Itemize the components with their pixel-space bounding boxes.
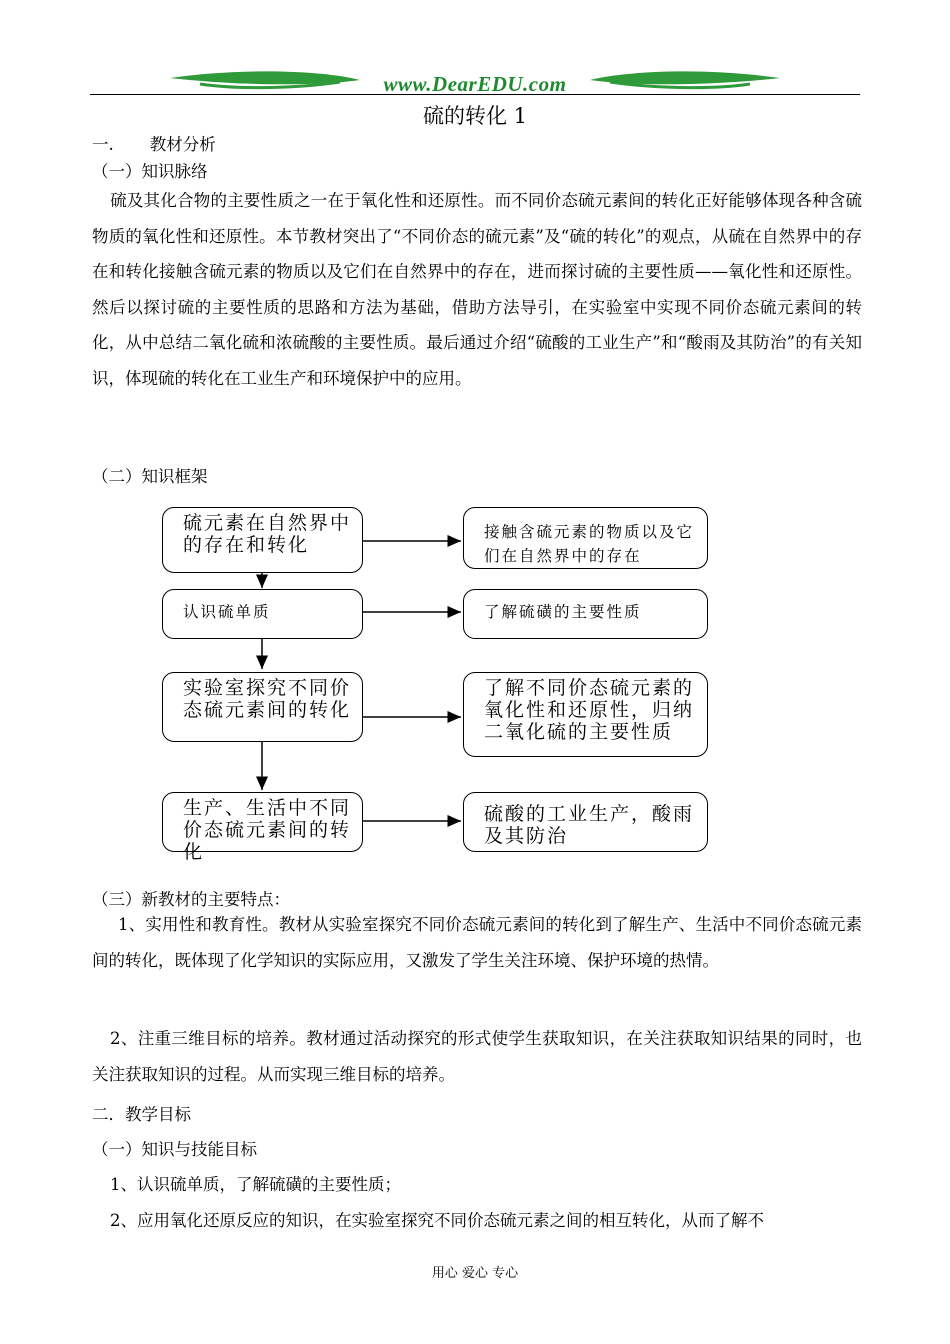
subsection-heading: （三）新教材的主要特点： [92, 890, 290, 909]
subsection-heading: （一）知识与技能目标 [92, 1140, 257, 1159]
flow-box-left: 认识硫单质 [162, 589, 363, 639]
flow-box-left: 生产、生活中不同价态硫元素间的转化 [162, 792, 363, 852]
paragraph [92, 1021, 862, 1092]
list-item: 2、应用氧化还原反应的知识，在实验室探究不同价态硫元素之间的相互转化，从而了解不 [110, 1211, 764, 1230]
section-heading-2: 二．教学目标 [92, 1105, 191, 1124]
flow-box-right: 硫酸的工业生产，酸雨及其防治 [463, 792, 708, 852]
flow-box-left: 硫元素在自然界中的存在和转化 [162, 507, 363, 573]
flow-box-right: 了解不同价态硫元素的氧化性和还原性，归纳二氧化硫的主要性质 [463, 672, 708, 757]
flow-box-right: 了解硫磺的主要性质 [463, 589, 708, 639]
section-title: 教材分析 [149, 135, 216, 154]
page-title: 硫的转化 1 [422, 104, 528, 128]
list-item: 1、认识硫单质，了解硫磺的主要性质； [110, 1175, 401, 1194]
paragraph-text: 硫及其化合物的主要性质之一在于氧化性和还原性。而不同价态硫元素间的转化正好能够体现各种含硫物质的氧化性和还原性。本节教材突出了“不同价态的硫元素”及“硫的转化”的观点，从硫在自然界中的存在和转化接触含硫元素的物质以及它们在自然界中的存在，进而探讨硫的主要性质——氧化性和还原性。然后以探讨硫的主要性质的思路和方法为基础，借助方法导引，在实验室中实现不同价态硫元素间的转化，从中总结二氧化硫和浓硫酸的主要性质。最后通过介绍“硫酸的工业生产”和“酸雨及其防治”的有关知识，体现硫的转化在工业生产和环境保护中的应用。 [92, 191, 862, 388]
flow-box-left: 实验室探究不同价态硫元素间的转化 [162, 672, 363, 742]
subsection-heading: （二）知识框架 [92, 467, 208, 486]
paragraph [92, 907, 862, 978]
section-number: 一. [92, 135, 114, 154]
paragraph-text: 1、实用性和教育性。教材从实验室探究不同价态硫元素间的转化到了解生产、生活中不同价态硫元素间的转化，既体现了化学知识的实际应用，又激发了学生关注环境、保护环境的热情。 [92, 915, 862, 970]
subsection-heading: （一）知识脉络 [92, 162, 208, 181]
page-footer: 用心 爱心 专心 [431, 1266, 519, 1281]
site-logo-text: www.DearEDU.com [383, 72, 567, 96]
flow-box-right: 接触含硫元素的物质以及它们在自然界中的存在 [463, 507, 708, 569]
paragraph-text: 2、注重三维目标的培养。教材通过活动探究的形式使学生获取知识，在关注获取知识结果的同时，也关注获取知识的过程。从而实现三维目标的培养。 [92, 1029, 862, 1084]
